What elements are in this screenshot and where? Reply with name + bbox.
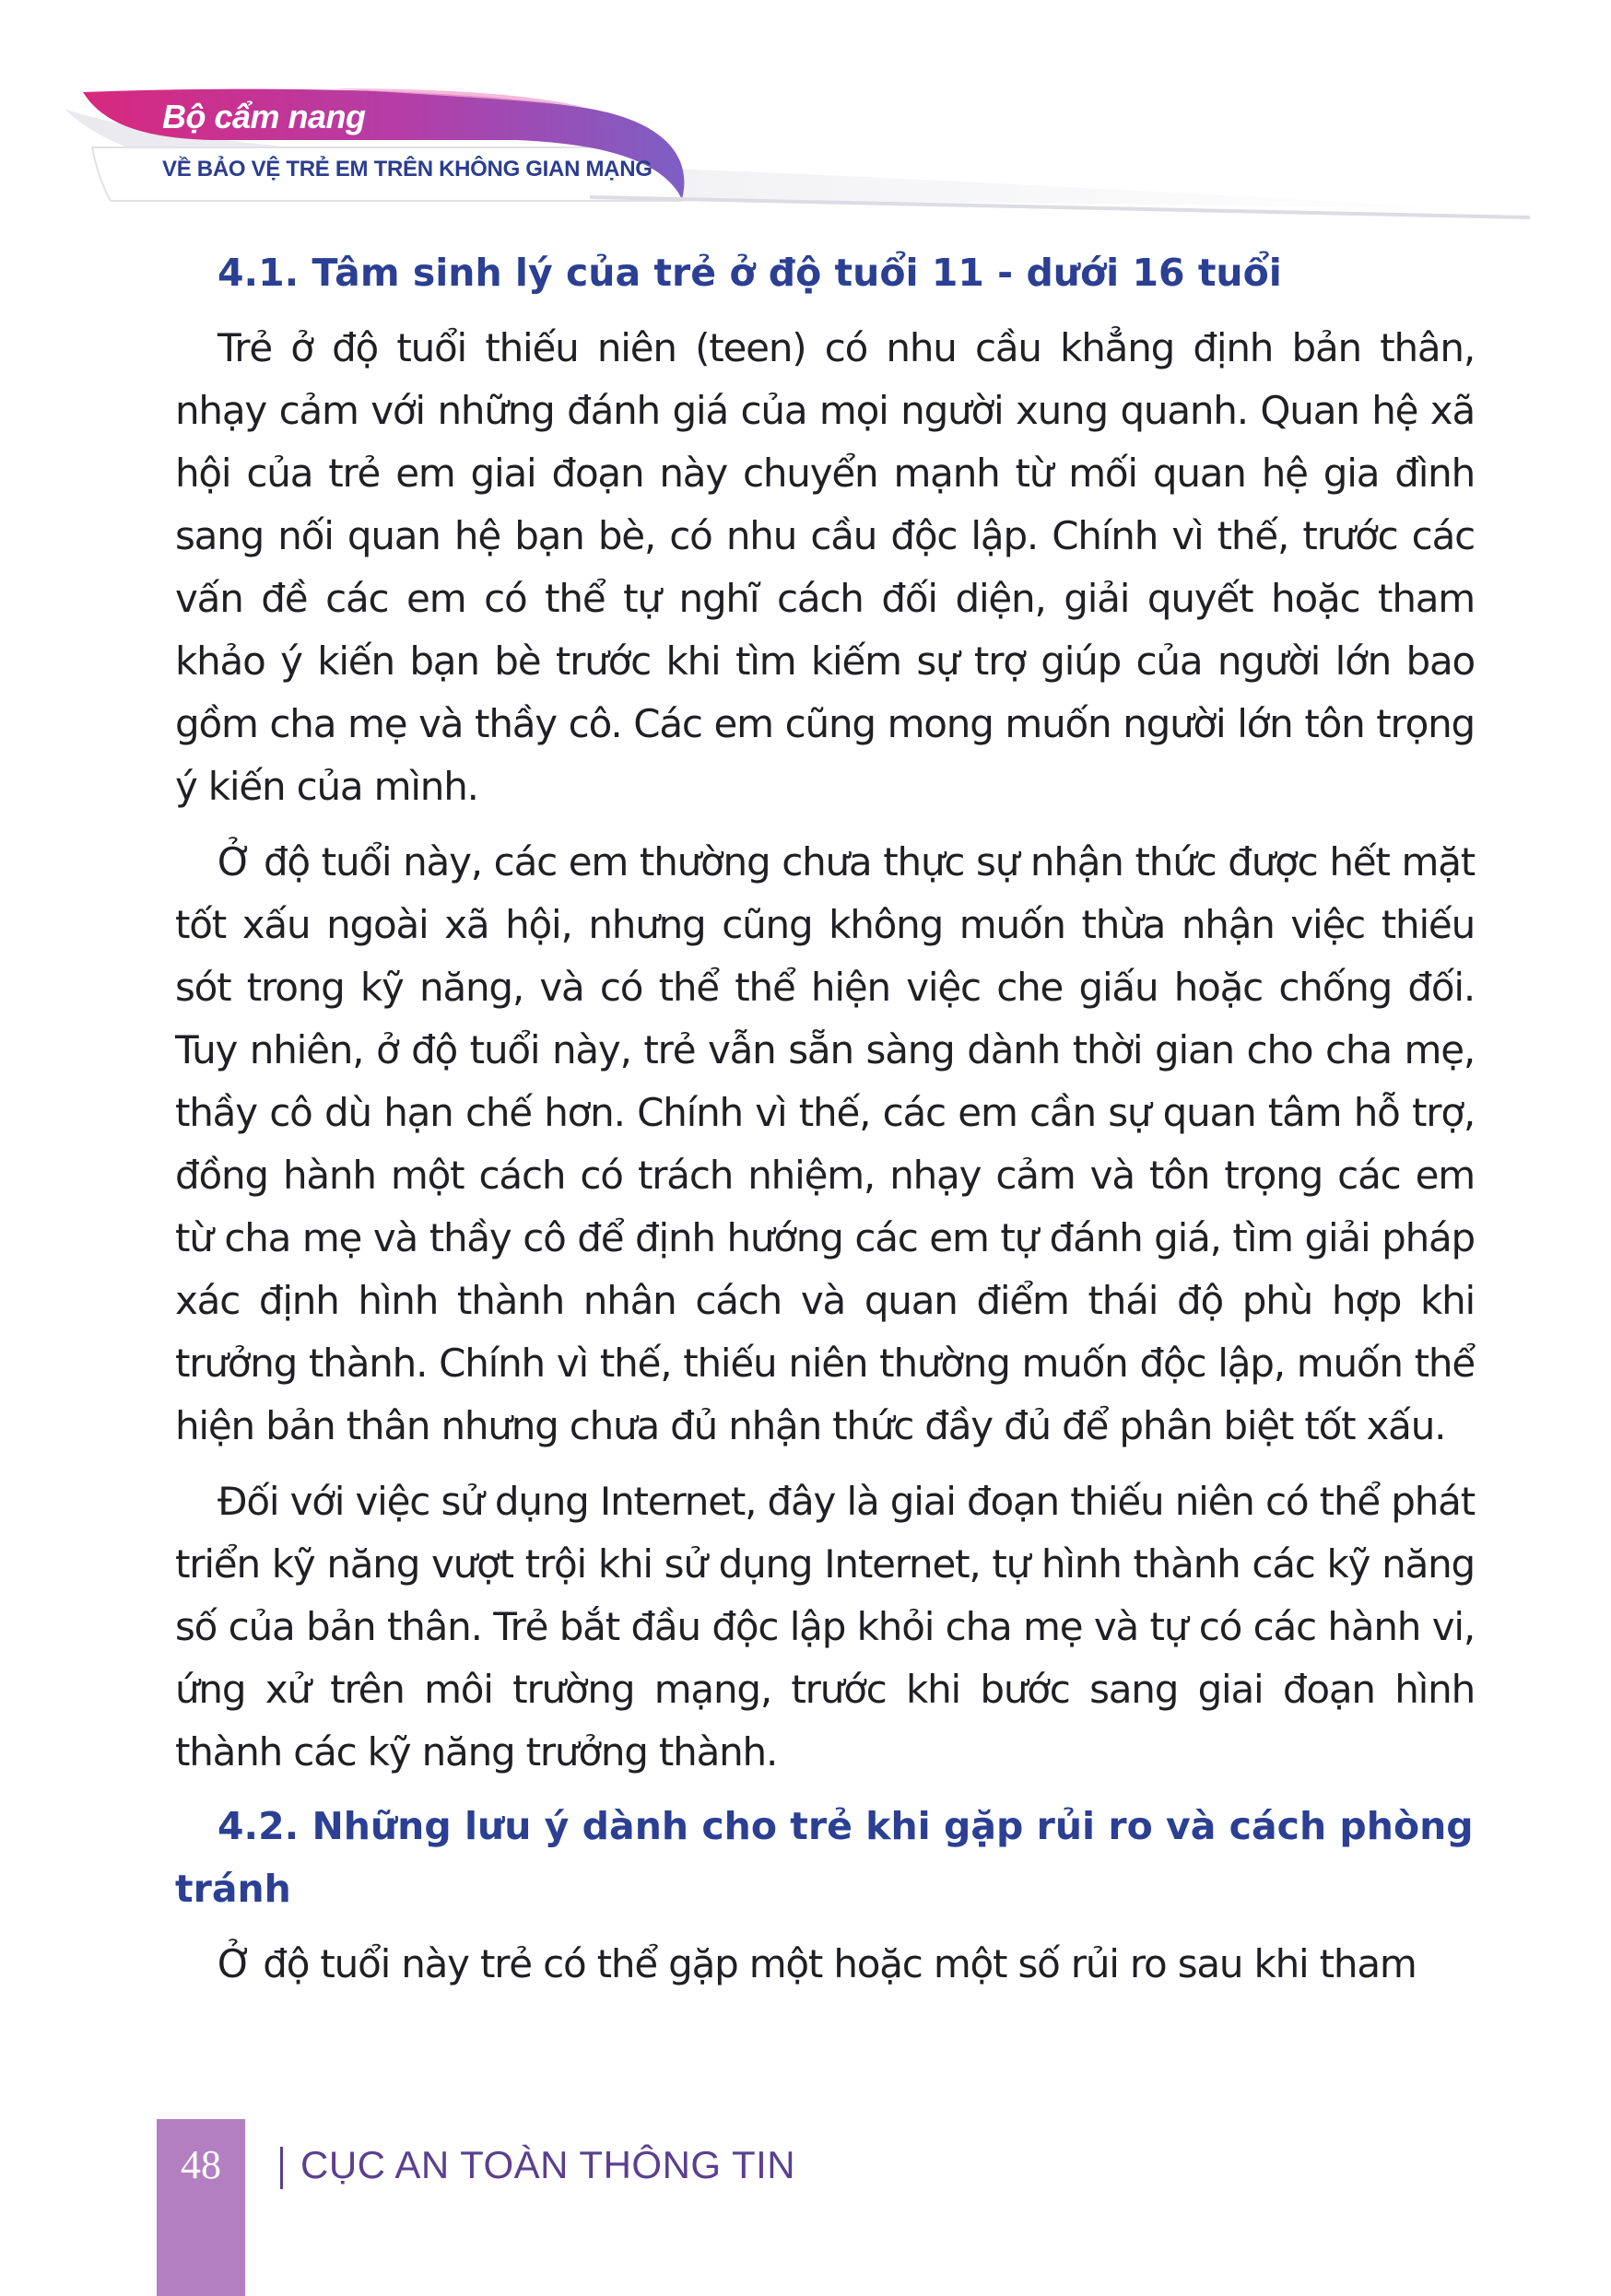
section-4-1-paragraph-2: Ở độ tuổi này, các em thường chưa thực sự nhận thức được hết mặt tốt xấu ngoài xã hội, nhưng cũng không muốn thừa nhận việc thiếu sót trong kỹ năng, và có thể thể hiện việc che giấu hoặc chống đối. Tuy nhiên, ở độ tuổi này, trẻ vẫn sẵn sàng dành thời gian cho cha mẹ, thầy cô dù hạn chế hơn. Chính vì thế, các em cần sự quan tâm hỗ trợ, đồng hành một cách có trách nhiệm, nhạy cảm và tôn trọng các em từ cha mẹ và thầy cô để định hướng các em tự đánh giá, tìm giải pháp xác định hình thành nhân cách và quan điểm thái độ phù hợp khi trưởng thành. Chính vì thế, thiếu niên thường muốn độc lập, muốn thể hiện bản thân nhưng chưa đủ nhận thức đầy đủ để phân biệt tốt xấu. [175, 839, 1475, 1448]
page-number: 48 [181, 2142, 221, 2187]
series-title: Bộ cẩm nang [162, 98, 366, 135]
header-banner [0, 0, 1611, 240]
footer-divider [280, 2147, 283, 2189]
section-4-2-paragraph: Ở độ tuổi này trẻ có thể gặp một hoặc một số rủi ro sau khi tham [218, 1941, 1417, 1986]
section-4-1-heading: 4.1. Tâm sinh lý của trẻ ở độ tuổi 11 - dưới 16 tuổi [218, 251, 1282, 295]
series-subtitle: VỀ BẢO VỆ TRẺ EM TRÊN KHÔNG GIAN MẠNG [162, 157, 653, 182]
section-4-1-paragraph-1: Trẻ ở độ tuổi thiếu niên (teen) có nhu cầu khẳng định bản thân, nhạy cảm với những đánh giá của mọi người xung quanh. Quan hệ xã hội của trẻ em giai đoạn này chuyển mạnh từ mối quan hệ gia đình sang nối quan hệ bạn bè, có nhu cầu độc lập. Chính vì thế, trước các vấn đề các em có thể tự nghĩ cách đối diện, giải quyết hoặc tham khảo ý kiến bạn bè trước khi tìm kiếm sự trợ giúp của người lớn bao gồm cha mẹ và thầy cô. Các em cũng mong muốn người lớn tôn trọng ý kiến của mình. [175, 325, 1475, 809]
page-content [175, 241, 1475, 1996]
footer-organization: CỤC AN TOÀN THÔNG TIN [300, 2143, 796, 2186]
section-4-2-heading: 4.2. Những lưu ý dành cho trẻ khi gặp rủi ro và cách phòng tránh [175, 1804, 1474, 1911]
section-4-1-paragraph-3: Đối với việc sử dụng Internet, đây là giai đoạn thiếu niên có thể phát triển kỹ năng vượt trội khi sử dụng Internet, tự hình thành các kỹ năng số của bản thân. Trẻ bắt đầu độc lập khỏi cha mẹ và tự có các hành vi, ứng xử trên môi trường mạng, trước khi bước sang giai đoạn hình thành các kỹ năng trưởng thành. [175, 1479, 1475, 1775]
